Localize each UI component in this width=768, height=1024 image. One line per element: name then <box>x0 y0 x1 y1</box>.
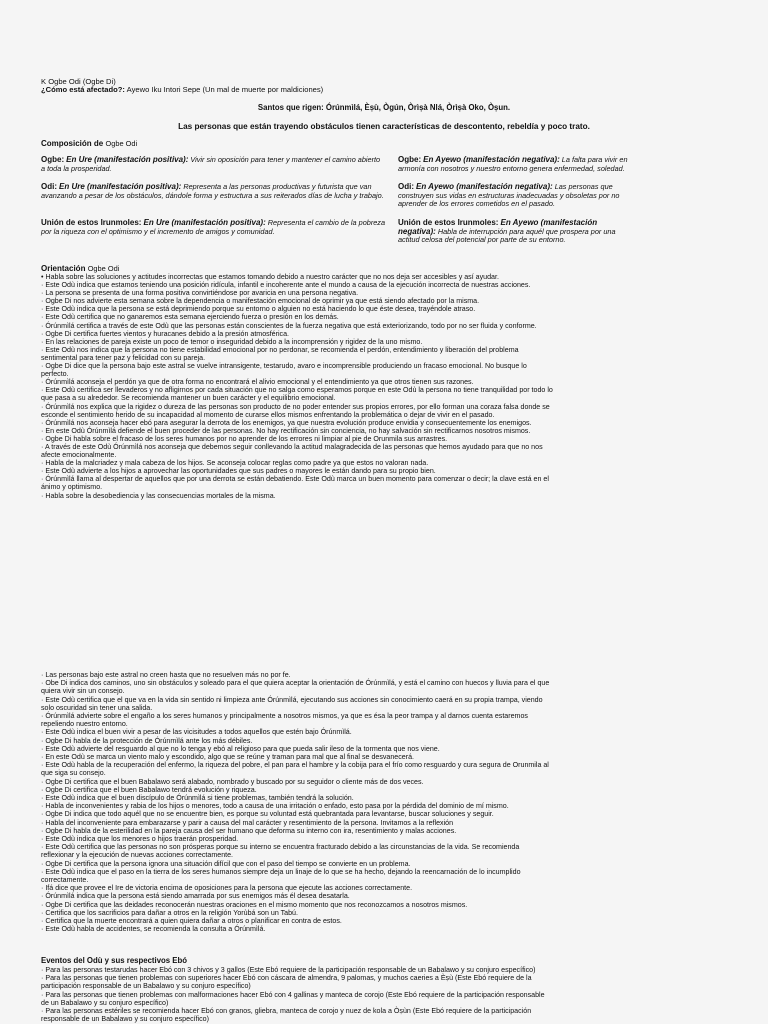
text-line: afecte emocionalmente. <box>41 451 117 460</box>
text-line: quiera vivir sin un consejo. <box>41 687 125 696</box>
text-line: · Este Odù nos indica que la persona no tiene estabilidad emocional por no perdonar, se recomienda el perdón, entendimiento y liberación del problema <box>41 345 519 354</box>
text-line: participación responsable de un Babalawo y su conjuro específico) <box>41 982 251 991</box>
text-line: · Habla sobre la desobediencia y las consecuencias mortales de la misma. <box>41 491 276 500</box>
text-line: · Ogbe Di habla de la esterilidad en la pareja causa del ser humano que deforma su interno con ira, resentimiento y malas acciones. <box>41 826 457 835</box>
text-line: · Este Odù advierte a los hijos a aprovechar las oportunidades que sus padres o mayores le están dando para su propio bien. <box>41 467 436 476</box>
text-line: · En las relaciones de pareja existe un poco de temor o inseguridad debido a la incomprensión y rigidez de la uno mismo. <box>41 337 423 346</box>
text-line: responsable de un Babalawo y su conjuro específico) <box>41 1015 209 1024</box>
text-line: · Ogbe Di certifica que el buen Babalawo tendrá evolución y riqueza. <box>41 785 257 794</box>
text-line: · Órúnmìlá nos explica que la rigidez o dureza de las personas son producto de no poder entender sus propios errores, por ello forman una coraza falsa donde se <box>41 402 550 411</box>
text-line: · Certifica que los sacrificios para dañar a otros en la religión Yorùbá son un Tabú. <box>41 908 298 917</box>
text-line: repeliendo nuestro entorno. <box>41 720 128 729</box>
text-line: esconde el sentimiento herido de su incapacidad al momento de curarse ellos mismos enfrentando la problemática o dejar de vivir en el pasado. <box>41 410 495 419</box>
text-line: · Este Odù certifica que no ganaremos esta semana ejerciendo fuerza o presión en los demás. <box>41 313 339 322</box>
text-line: · Ogbe Di dice que la persona bajo este astral se vuelve intransigente, testarudo, avaro e incomprensible produciendo un fracaso emocional. No busque lo <box>41 362 527 371</box>
affected-label: ¿Cómo está afectado?: <box>41 85 125 94</box>
text-line: correctamente. <box>41 876 89 885</box>
page2-list <box>41 671 601 934</box>
text-line: · Habla del inconveniente para embarazarse y parir a causa del mal carácter y resentimiento de la persona. Invitamos a la reflexión <box>41 818 454 827</box>
text-line: · Para las personas que tienen problemas con superiores hacer Ebó con cáscara de almendra, 9 palomas, y muchos caeries a Èṣù (Este Ebó requiere de la <box>41 974 532 983</box>
text-line: que siga su consejo. <box>41 769 106 778</box>
text-line: ánimo y optimismo. <box>41 483 103 492</box>
text-line: · Ogbe Di indica que todo aquél que no se encuentre bien, es porque su voluntad está quebrantada para levantarse, buscar soluciones y seguir. <box>41 810 494 819</box>
composition-right-ogbe: Ogbe: En Ayewo (manifestación negativa): La falta para vivir en armonía con nosotros y nuestro entorno genera enfermedad, soledad. <box>398 155 628 173</box>
text-line: · Este Odù certifica ser llevaderos y no afligirnos por cada situación que no salga como esperamos porque en este Odù la persona no tiene tranquilidad por todo lo <box>41 386 553 395</box>
text-line: · Órúnmìlá nos aconseja hacer ebó para asegurar la derrota de los enemigos, ya que nuestra evolución produce envidia y consecuentemente los enemigos. <box>41 418 532 427</box>
text-line: · Ogbe Di certifica fuertes vientos y huracanes debido a la presión atmosférica. <box>41 329 290 338</box>
text-line: · Ogbe Di certifica que las deidades reconocerán nuestras oraciones en el mismo momento que nos reconozcamos a nosotros mismos. <box>41 900 468 909</box>
orientation-label: Orientación <box>41 264 86 273</box>
text-line: · Este Odù indica que la persona se está deprimiendo porque su entorno o alguien no está haciendo lo que éste desea, trayéndole atraso. <box>41 305 476 314</box>
text-line: · Este Odù indica el buen vivir a pesar de las vicisitudes a todos aquellos que estén bajo Órúnmìlá. <box>41 728 352 737</box>
events-heading: Eventos del Odù y sus respectivos Ebó <box>41 956 188 965</box>
text-line: reflexionar y la ejecución de nuevas acciones correctamente. <box>41 851 234 860</box>
text-line: · Este Odù advierte del resguardo al que no lo tenga y ebó al religioso para que pueda salir ileso de la tormenta que nos viene. <box>41 744 440 753</box>
text-line: · Órúnmìlá indica que la persona está siendo amarrada por sus enemigos más él desea desatarla. <box>41 892 350 901</box>
text-line: · En este Odù Órúnmìlá defiende el buen proceder de las personas. No hay rectificación sin conciencia, no hay salvación sin rectificarnos nosotros mismos. <box>41 426 531 435</box>
events-list <box>41 966 601 1023</box>
text-line: · Este Odù indica que los menores o hijos traerán prosperidad. <box>41 835 239 844</box>
composition-left-ogbe: Ogbe: En Ure (manifestación positiva): Vivir sin oposición para tener y mantener el camino abierto a toda la prosperidad. <box>41 155 381 173</box>
text-line: · Habla de la malcriadez y mala cabeza de los hijos. Se aconseja colocar reglas como padre ya que estos no valoran nada. <box>41 459 429 468</box>
text-line: · Ogbe Di habla sobre el fracaso de los seres humanos por no aprender de los errores ni limpiar al pie de Orunmila sus arrastres. <box>41 434 448 443</box>
text-line: · Ogbe Di habla de la protección de Órúnmìlá ante los más débiles. <box>41 736 253 745</box>
text-line: · Ogbe Di certifica que el buen Babalawo será alabado, nombrado y buscado por su seguidor o cliente más de dos veces. <box>41 777 424 786</box>
affected-value: Ayewo Iku Intori Sepe (Un mal de muerte por maldiciones) <box>126 85 324 94</box>
text-line: · Este Odù indica que el buen discípulo de Órúnmìlá si tiene problemas, también tendrá la solución. <box>41 794 354 803</box>
composition-right-odi: Odi: En Ayewo (manifestación negativa): Las personas que construyen sus vidas en estructuras inadecuadas y obsoletas por no aprender de los errores cometidos en el pasado. <box>398 182 620 209</box>
title-prefix: K <box>41 77 47 86</box>
composition-heading <box>41 139 137 148</box>
text-line: · Para las personas que tienen problemas con malformaciones hacer Ebó con 4 gallinas y manteca de corojo (Este Ebó requiere de la participación responsable <box>41 990 545 999</box>
text-line: · Para las personas estériles se recomienda hacer Ebó con granos, gliebra, manteca de corojo y nuez de kola a Òṣùn (Este Ebó requiere de la participación <box>41 1007 532 1016</box>
text-line: sentimental para tener paz y felicidad con su pareja. <box>41 353 206 362</box>
text-line: · Habla de inconvenientes y rabia de los hijos o menores, todo a causa de una irritación o enfado, esto pasa por la pérdida del dominio de mí mismo. <box>41 802 509 811</box>
text-line: · Para las personas testarudas hacer Ebó con 3 chivos y 3 gallos (Este Ebó requiere de la participación responsable de un Babalawo y su conjuro específico) <box>41 966 536 974</box>
saints-line: Santos que rigen: Órúnmìlá, Èṣù, Ògún, Òrìṣà Nlá, Òrìṣà Oko, Òṣun. <box>257 103 511 112</box>
affected-line <box>41 85 323 94</box>
text-line: · Obe Di indica dos caminos, uno sin obstáculos y soleado para el que quiera aceptar la orientación de Órúnmìlá, y está el camino con huecos y lluvia para el que <box>41 679 550 688</box>
text-line: · Este Odù certifica que el que va en la vida sin sentido ni limpieza ante Órúnmìlá, ejecutando sus acciones sin conocimiento caerá en su propia trampa, viendo <box>41 695 543 704</box>
text-line: • Habla sobre las soluciones y actitudes incorrectas que estamos tomando debido a nuestro carácter que no nos deja ser accesibles y así ayudar. <box>41 273 499 281</box>
text-line: · Este Odù indica que el paso en la tierra de los seres humanos siempre deja un linaje de lo que se ha hecho, dejando la reencarnación de lo incumplido <box>41 867 521 876</box>
text-line: · A través de este Odù Órúnmìlá nos aconseja que debemos seguir conllevando la actitud malagradecida de las personas que hemos ayudado para que no nos <box>41 442 543 451</box>
text-line: · Ifá dice que provee el Ire de victoria encima de oposiciones para la persona que ejecute las acciones correctamente. <box>41 884 413 893</box>
text-line: · Certifica que la muerte encontrará a quien quiera dañar a otros o planificar en contra de estos. <box>41 917 342 926</box>
composition-left-union: Unión de estos Irunmoles: En Ure (manifestación positiva): Representa el cambio de la pobreza por la riqueza con el optimismo y el incremento de amigos y comunidad. <box>41 218 386 236</box>
text-line: · En este Odù se marca un viento malo y escondido, algo que se reúne y traman para mal que al final se desvanecerá. <box>41 753 415 762</box>
text-line: · Este Odù habla de la recuperación del enfermo, la riqueza del pobre, el pan para el hambre y la cobija para el frío como resguardo y cura segura de Orunmila al <box>41 761 549 770</box>
text-line: · Órúnmìlá aconseja el perdón ya que de otra forma no encontrará el alivio emocional y el entendimiento ya que otros tienen sus razones. <box>41 378 474 387</box>
composition-right-union: Unión de estos Irunmoles: En Ayewo (manifestación negativa): Habla de interrupción para aquél que prospera por una actitud celosa del potencial por parte de su entorno. <box>398 218 616 245</box>
summary-line: Las personas que están trayendo obstáculos tienen características de descontento, rebeldía y poco trato. <box>178 122 590 131</box>
text-line: · Órúnmìlá advierte sobre el engaño a los seres humanos y principalmente a nosotros mismos, ya que es ésa la peor trampa y al darnos cuenta estaremos <box>41 712 528 721</box>
text-line: · Este Odù certifica que las personas no son prósperas porque su interno se encuentra fracturado debido a las circunstancias de la vida. Se recomienda <box>41 843 520 852</box>
composition-value: Ogbe Odi <box>105 139 138 148</box>
orientation-heading <box>41 264 119 273</box>
composition-label: Composición de <box>41 139 104 148</box>
text-line: · Órúnmìlá llama al despertar de aquellos que por una derrota se están debatiendo. Este Odù marca un buen momento para comenzar o decir; la clave está en el <box>41 475 549 484</box>
text-line: · Las personas bajo este astral no creen hasta que no resuelven más no por fe. <box>41 671 291 679</box>
text-line: solo oscuridad sin tener una salida. <box>41 703 153 712</box>
text-line: de un Babalawo y su conjuro específico) <box>41 998 169 1007</box>
text-line: · Órúnmìlá certifica a través de este Odù que las personas están conscientes de la fuerza negativa que está exteriorizando, todo por no ser fluida y conforme. <box>41 321 537 330</box>
orientation-value: Ogbe Odi <box>87 264 120 273</box>
text-line: · Ogbe Di certifica que la persona ignora una situación difícil que con el paso del tiempo se convierte en un problema. <box>41 859 411 868</box>
text-line: · Este Odù indica que estamos teniendo una posición ridícula, infantil e incoherente ante el mundo a causa de la ejecución incorrecta de nuestras acciones. <box>41 281 531 290</box>
composition-left-odi: Odi: En Ure (manifestación positiva): Representa a las personas productivas y futurista que van avanzando a pesar de los obstáculos, dándole forma y estructura a sus reiterados días de lucha y trabajo. <box>41 182 384 200</box>
odu-title: Ogbe Odi (Ogbe Di) <box>48 77 116 86</box>
text-line: · Ogbe Di nos advierte esta semana sobre la dependencia o manifestación emocional de oprimir ya que está siendo afectado por la misma. <box>41 297 480 306</box>
text-line: perfecto. <box>41 370 69 379</box>
text-line: · La persona se presenta de una forma positiva convirtiéndose por avaricia en una persona negativa. <box>41 289 359 298</box>
orientation-list <box>41 273 601 500</box>
text-line: que pasa a su alrededor. Se recomienda mantener un buen carácter y el equilibrio emocional. <box>41 394 336 403</box>
text-line: · Este Odù habla de accidentes, se recomienda la consulta a Órúnmìlá. <box>41 925 266 934</box>
